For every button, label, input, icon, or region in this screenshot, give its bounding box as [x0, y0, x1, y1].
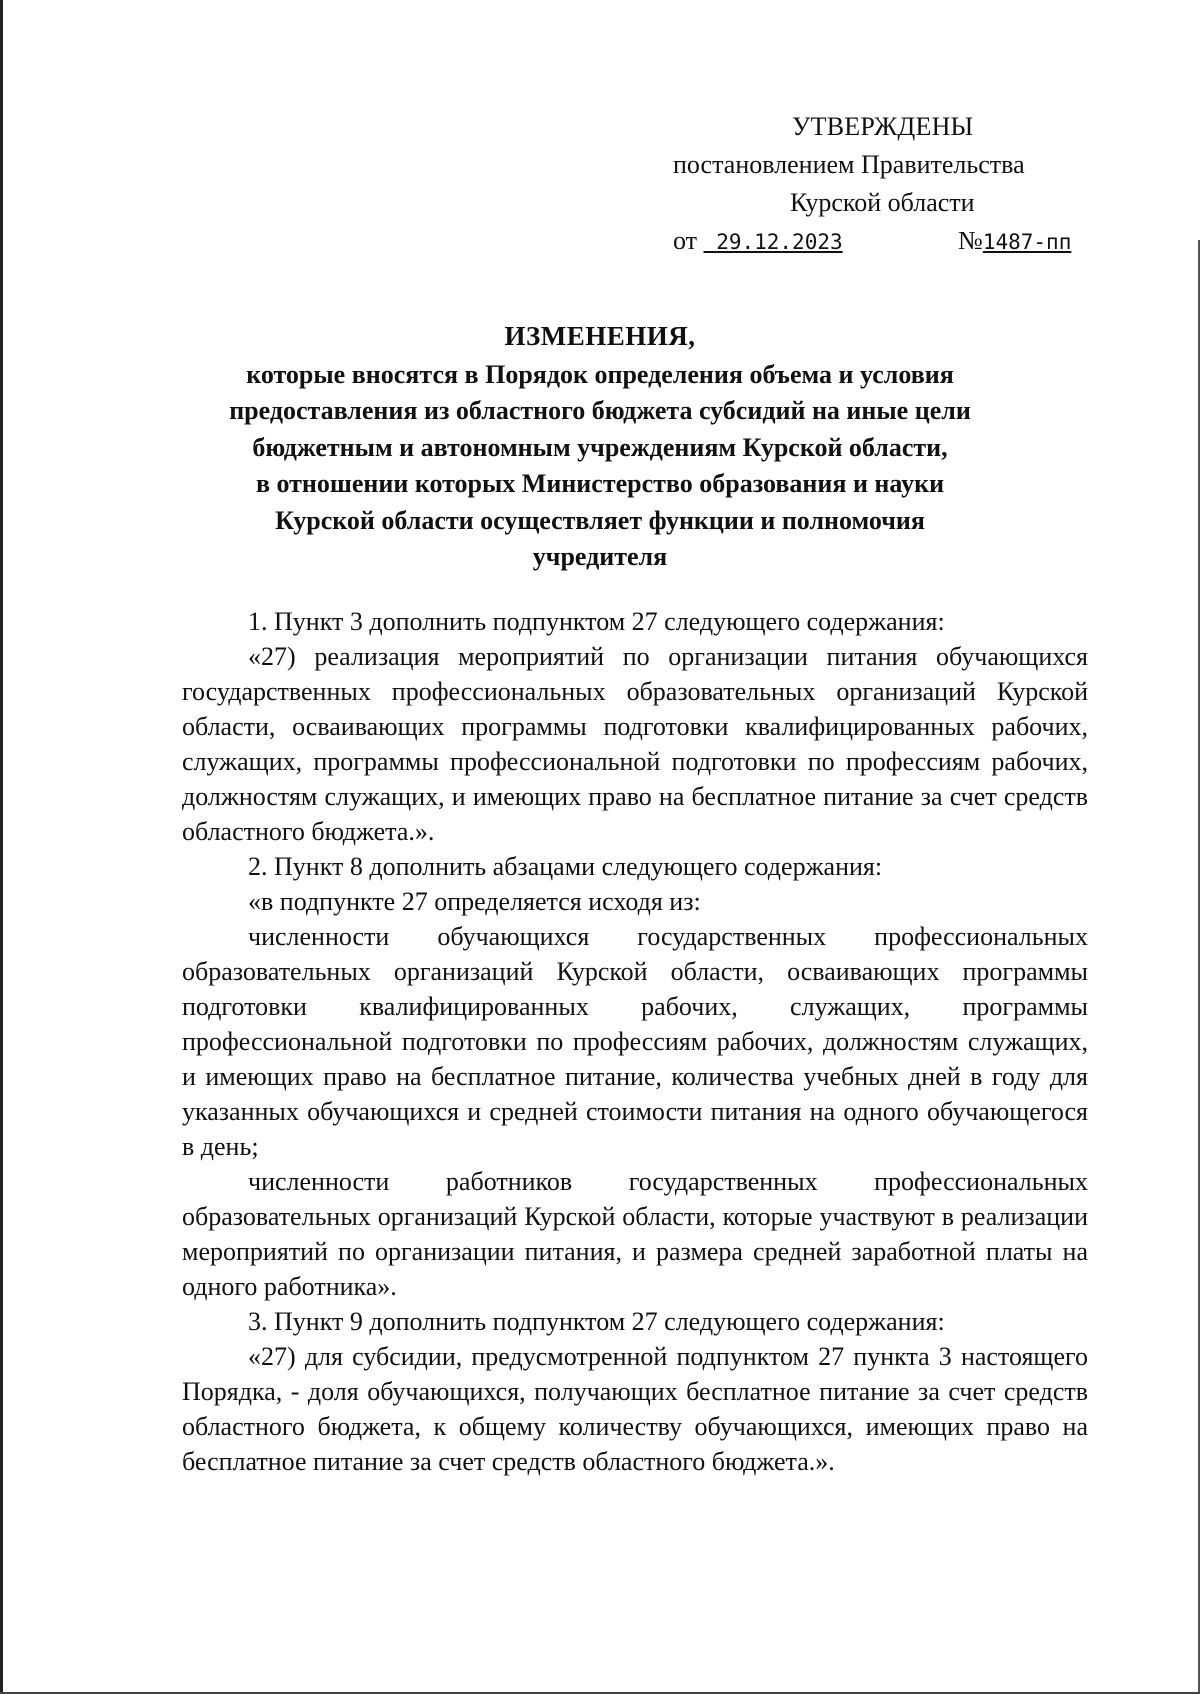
scan-edge-left — [0, 0, 3, 1694]
approval-date-number — [670, 222, 1090, 261]
heading-line: учредителя — [532, 542, 668, 571]
approval-block — [670, 108, 1090, 261]
heading-line: предоставления из областного бюджета субсидий на иные цели — [229, 396, 971, 425]
paragraph: численности работников государственных профессиональных образовательных организаций Курской области, которые участвуют в реализации мероприятий по организации питания, и размера средней заработной платы на одного работника». — [182, 1167, 1088, 1301]
heading-line: Курской области осуществляет функции и полномочия — [275, 505, 925, 535]
paragraph: «в подпункте 27 определяется исходя из: — [248, 887, 701, 916]
paragraph-item-2: 2. Пункт 8 дополнить абзацами следующего содержания: — [248, 852, 883, 881]
document-heading — [180, 318, 1020, 576]
number-prefix: № — [958, 226, 983, 255]
paragraph: «27) реализация мероприятий по организации питания обучающихся государственных профессиональных образовательных организаций Курской области, осваивающих программы подготовки квалифицированных рабочих, служащих, программы профессиональной подготовки по профессиям рабочих, должностям служащих, и имеющих право на бесплатное питание за счет средств областного бюджета.». — [182, 642, 1088, 846]
heading-line: в отношении которых Министерство образования и науки — [255, 469, 945, 498]
document-body — [182, 604, 1088, 1479]
heading-line: бюджетным и автономным учреждениям Курской области, — [252, 432, 948, 462]
document-title: ИЗМЕНЕНИЯ, — [504, 321, 696, 351]
paragraph-item-1: 1. Пункт 3 дополнить подпунктом 27 следующего содержания: — [248, 607, 945, 636]
heading-line: которые вносятся в Порядок определения объема и условия — [246, 359, 954, 389]
decree-number: 1487-пп — [982, 230, 1072, 254]
approval-decree: постановлением Правительства — [673, 150, 1025, 179]
date-prefix: от — [673, 226, 698, 255]
approval-title: УТВЕРЖДЕНЫ — [792, 112, 974, 141]
approval-region: Курской области — [790, 188, 975, 217]
paragraph-item-3: 3. Пункт 9 дополнить подпунктом 27 следующего содержания: — [248, 1307, 945, 1336]
paragraph: «27) для субсидии, предусмотренной подпунктом 27 пункта 3 настоящего Порядка, - доля обучающихся, получающих бесплатное питание за счет средств областного бюджета, к общему количеству обучающихся, имеющих право на бесплатное питание за счет средств областного бюджета.». — [182, 1342, 1088, 1476]
paragraph: численности обучающихся государственных профессиональных образовательных организаций Курской области, осваивающих программы подготовки квалифицированных рабочих, служащих, программы профессиональной подготовки по профессиям рабочих, должностям служащих, и имеющих право на бесплатное питание, количества учебных дней в году для указанных обучающихся и средней стоимости питания на одного обучающегося в день; — [182, 922, 1088, 1161]
decree-date: 29.12.2023 — [716, 230, 843, 254]
